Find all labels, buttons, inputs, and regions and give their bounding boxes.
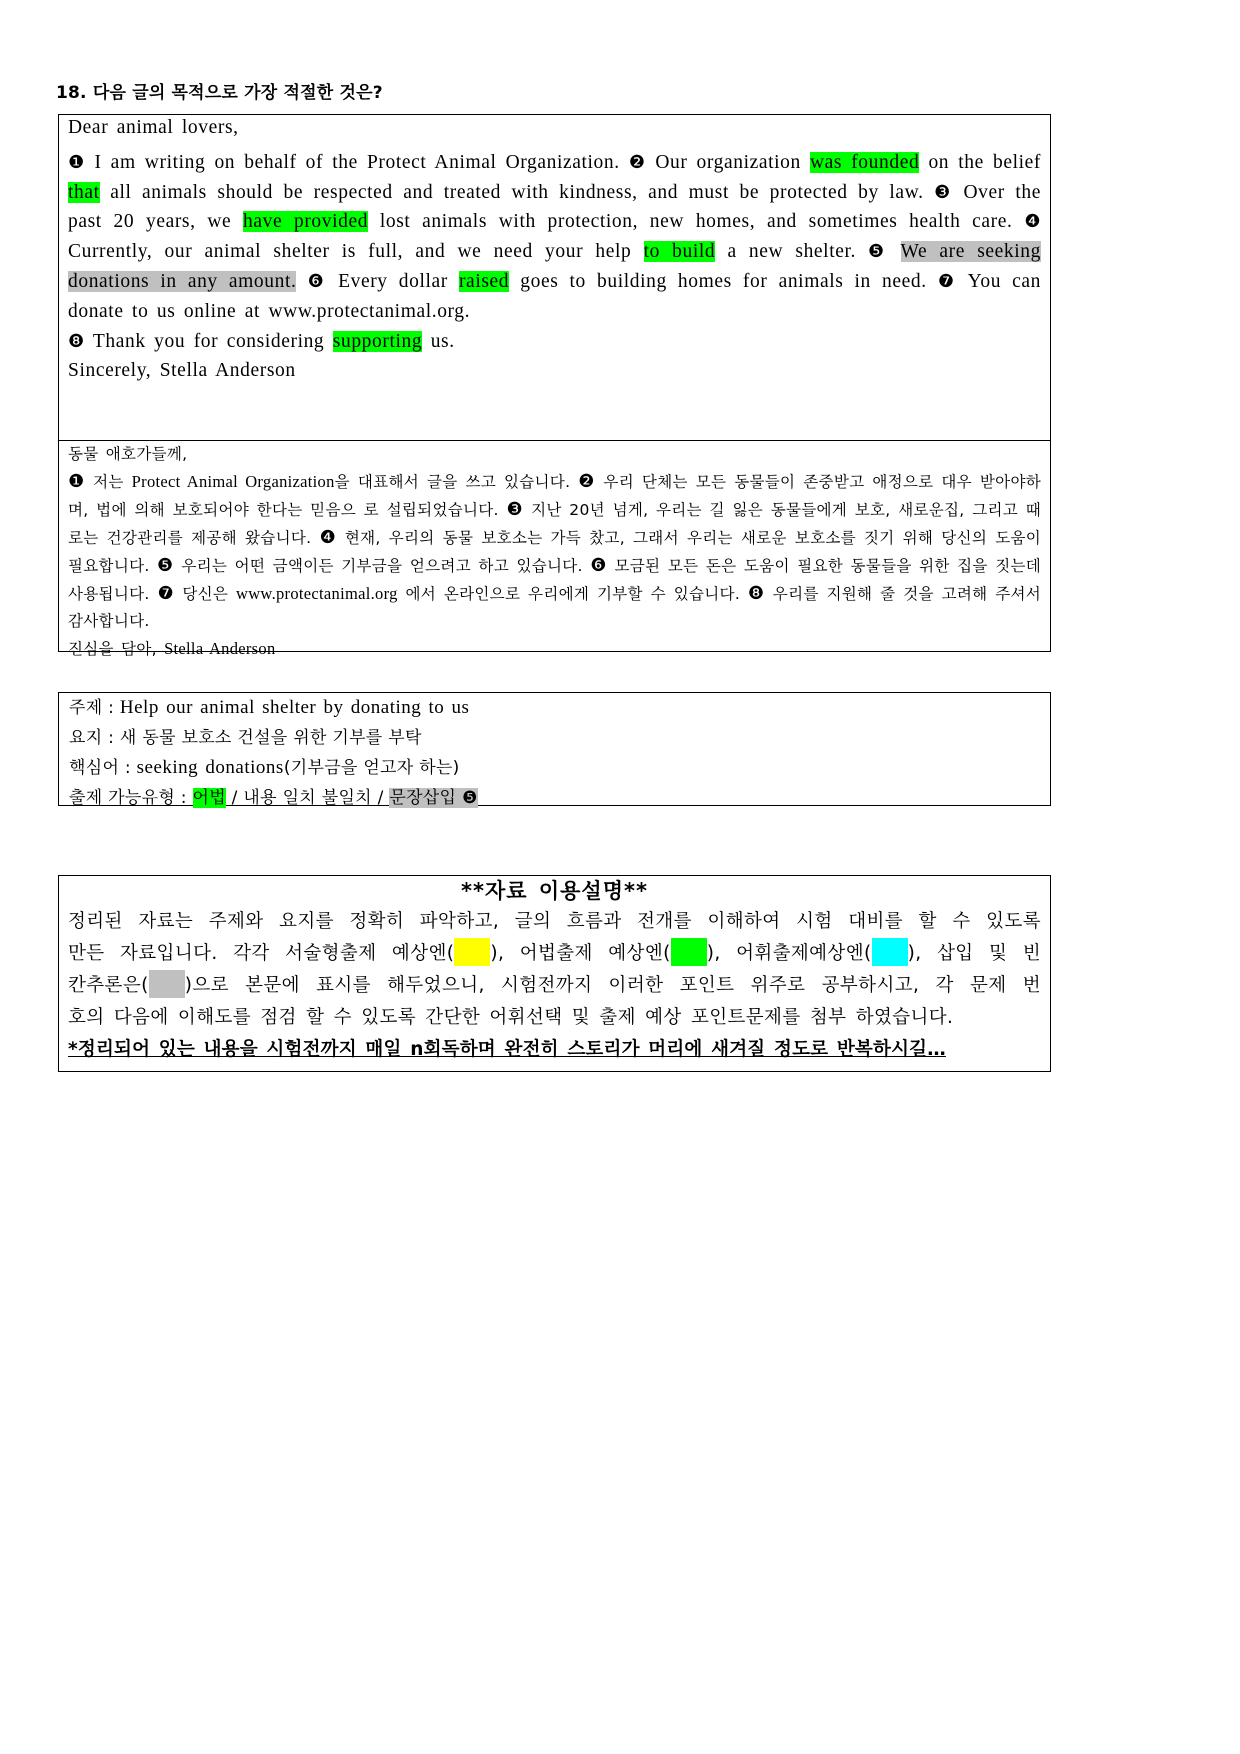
ko-sentence-7: 당신은 bbox=[182, 585, 229, 603]
grammar-highlight: was founded bbox=[809, 151, 920, 173]
passage-box bbox=[58, 114, 1051, 658]
marker-1: ❶ bbox=[68, 151, 86, 173]
guide-line-1: 정리된 자료는 주제와 요지를 정확히 파악하고, 글의 흐름과 전개를 이해하여 시험 대비를 할 수 있도록 bbox=[68, 911, 1041, 932]
separator: / bbox=[377, 787, 384, 808]
summary-box bbox=[58, 692, 1051, 806]
marker-8: ❽ bbox=[68, 330, 85, 352]
grammar-highlight: supporting bbox=[332, 330, 423, 352]
sentence-3-text: lost animals with protection, new homes, and sometimes health care. bbox=[379, 211, 1013, 233]
korean-body bbox=[68, 468, 1041, 635]
separator: / bbox=[231, 787, 238, 808]
marker-5: ❺ bbox=[157, 555, 174, 576]
sentence-8-text: us. bbox=[430, 330, 455, 352]
ko-sentence-7: 에서 온라인으로 우리에게 기부할 수 있습니다. bbox=[405, 585, 741, 603]
summary-gist bbox=[69, 724, 1040, 754]
insertion-highlight: We are seeking donations in any amount. bbox=[68, 241, 1041, 292]
keyword-label: 핵심어 : bbox=[69, 758, 131, 778]
guide-emphasis: *정리되어 있는 내용을 시험전까지 매일 n회독하며 완전히 스토리가 머리에 새겨질 정도로 반복하시길… bbox=[68, 1039, 946, 1060]
korean-closing bbox=[68, 635, 1041, 663]
sentence-4-text: a new shelter. bbox=[727, 241, 856, 263]
ko-sentence-8: 우리를 지원해 줄 것을 고려해 주셔서 감사합니다. bbox=[68, 585, 1042, 630]
question-title: 18. 다음 글의 목적으로 가장 적절한 것은? bbox=[56, 83, 383, 103]
guide-text: ), 어법출제 예상엔( bbox=[490, 943, 671, 964]
guide-text: 만든 자료입니다. 각각 서술형출제 예상엔( bbox=[68, 943, 455, 964]
marker-6: ❻ bbox=[590, 555, 608, 576]
sentence-2-text: on the belief bbox=[928, 151, 1041, 173]
marker-4: ❹ bbox=[319, 527, 337, 548]
grammar-highlight: that bbox=[68, 181, 100, 203]
ko-sentence-7-url: www.protectanimal.org bbox=[236, 584, 398, 603]
topic-label: 주제 : bbox=[69, 698, 115, 718]
ko-sentence-1: 저는 bbox=[93, 473, 124, 491]
marker-8: ❽ bbox=[747, 583, 765, 604]
usage-guide-title: **자료 이용설명** bbox=[461, 879, 648, 903]
guide-line-3 bbox=[68, 970, 1041, 1002]
ko-sentence-2: 우리 단체는 모든 동물들이 존중받고 애정으로 대우 받아야하며, 법에 의해 보호되어야 한다는 믿음으 로 설립되었습니다. bbox=[68, 473, 1042, 519]
types-label: 출제 가능유형 : bbox=[69, 787, 187, 808]
type-sentence-insertion: 문장삽입 ❺ bbox=[389, 787, 478, 808]
sentence-4-text: Currently, our animal shelter is full, and we need your help bbox=[68, 241, 632, 263]
letter-greeting: Dear animal lovers, bbox=[68, 117, 239, 138]
marker-2: ❷ bbox=[578, 471, 596, 492]
marker-1: ❶ bbox=[68, 471, 86, 492]
ko-sentence-3: 지난 bbox=[531, 501, 562, 519]
topic-value: Help our animal shelter by donating to us bbox=[119, 697, 470, 718]
ko-sentence-5: 우리는 어떤 금액이든 기부금을 얻으려고 하고 있습니다. bbox=[181, 557, 583, 575]
sentence-2-text: all animals should be respected and treated with kindness, and must be protected by law. bbox=[110, 181, 924, 203]
marker-5: ❺ bbox=[868, 241, 889, 263]
ko-sentence-1-en: Protect Animal Organization bbox=[131, 472, 335, 491]
guide-line-4: 호의 다음에 이해도를 점검 할 수 있도록 간단한 어휘선택 및 출제 예상 포인트문제를 첨부 하였습니다. bbox=[68, 1007, 954, 1028]
ko-closing-text: 진심을 담아, bbox=[68, 640, 157, 658]
ko-sentence-1: 을 대표해서 글을 쓰고 있습니다. bbox=[334, 473, 571, 491]
ko-sentence-3-number: 20 bbox=[569, 501, 590, 519]
sentence-6-text: goes to building homes for animals in need. bbox=[520, 270, 927, 292]
ko-sentence-4: 현재, 우리의 동물 보호소는 가득 찼고, 그래서 우리는 새로운 보호소를 짓기 위해 당신의 도움이 필요합니다. bbox=[68, 529, 1042, 575]
guide-text: ), 어휘출제예상엔( bbox=[706, 943, 872, 964]
gist-value: 새 동물 보호소 건설을 위한 기부를 부탁 bbox=[119, 727, 422, 748]
marker-3: ❸ bbox=[934, 181, 953, 203]
summary-topic bbox=[69, 693, 1040, 724]
green-swatch-icon bbox=[671, 938, 707, 966]
cyan-swatch-icon bbox=[872, 938, 908, 966]
marker-2: ❷ bbox=[628, 151, 647, 173]
sentence-2-text: Our organization bbox=[655, 151, 801, 173]
guide-text: ), 삽입 및 빈 bbox=[907, 943, 1041, 964]
passage-english bbox=[59, 113, 1050, 441]
ko-sentence-3: 년 넘게, 우리는 길 잃은 동물들에게 보호, 새로운집, 그리고 때로는 건강관리를 제공해 왔습니다. bbox=[68, 501, 1041, 547]
guide-text: 칸추론은( bbox=[68, 975, 149, 996]
gray-swatch-icon bbox=[149, 970, 185, 998]
keyword-value-ko: (기부금을 얻고자 하는) bbox=[283, 758, 460, 778]
letter-closing: Sincerely, Stella Anderson bbox=[68, 360, 296, 382]
marker-6: ❻ bbox=[307, 270, 327, 292]
sentence-3-text: Over the past 20 years, we bbox=[68, 181, 1041, 233]
ko-sentence-6: 모금된 모든 돈은 도움이 필요한 동물들을 위한 집을 짓는데 사용됩니다. bbox=[68, 557, 1042, 603]
sentence-7-text: You can donate to us online at www.protectanimal.org. bbox=[68, 270, 1042, 322]
keyword-value-en: seeking donations bbox=[136, 757, 284, 778]
sentence-8-line bbox=[68, 327, 1041, 357]
passage-english-body bbox=[68, 148, 1041, 327]
marker-7: ❼ bbox=[937, 270, 958, 292]
guide-line-2 bbox=[68, 938, 1041, 970]
yellow-swatch-icon bbox=[454, 938, 490, 966]
usage-guide-box bbox=[58, 875, 1051, 1072]
passage-korean bbox=[59, 441, 1050, 663]
type-grammar: 어법 bbox=[192, 787, 226, 808]
sentence-8-text: Thank you for considering bbox=[92, 330, 325, 352]
summary-question-types bbox=[69, 784, 1040, 814]
type-content-match: 내용 일치 불일치 bbox=[243, 787, 372, 808]
marker-4: ❹ bbox=[1024, 211, 1041, 233]
ko-closing-name: Stella Anderson bbox=[164, 639, 276, 658]
sentence-6-text: Every dollar bbox=[338, 270, 448, 292]
sentence-1: I am writing on behalf of the Protect Animal Organization. bbox=[94, 151, 620, 173]
grammar-highlight: have provided bbox=[243, 211, 369, 233]
grammar-highlight: raised bbox=[458, 270, 510, 292]
guide-text: )으로 본문에 표시를 해두었으니, 시험전까지 이러한 포인트 위주로 공부하시고, 각 문제 번 bbox=[184, 975, 1041, 996]
gist-label: 요지 : bbox=[69, 727, 115, 748]
korean-greeting: 동물 애호가들께, bbox=[68, 445, 188, 463]
marker-7: ❼ bbox=[157, 583, 175, 604]
summary-keyword bbox=[69, 753, 1040, 784]
marker-3: ❸ bbox=[506, 499, 524, 520]
grammar-highlight: to build bbox=[643, 241, 716, 263]
